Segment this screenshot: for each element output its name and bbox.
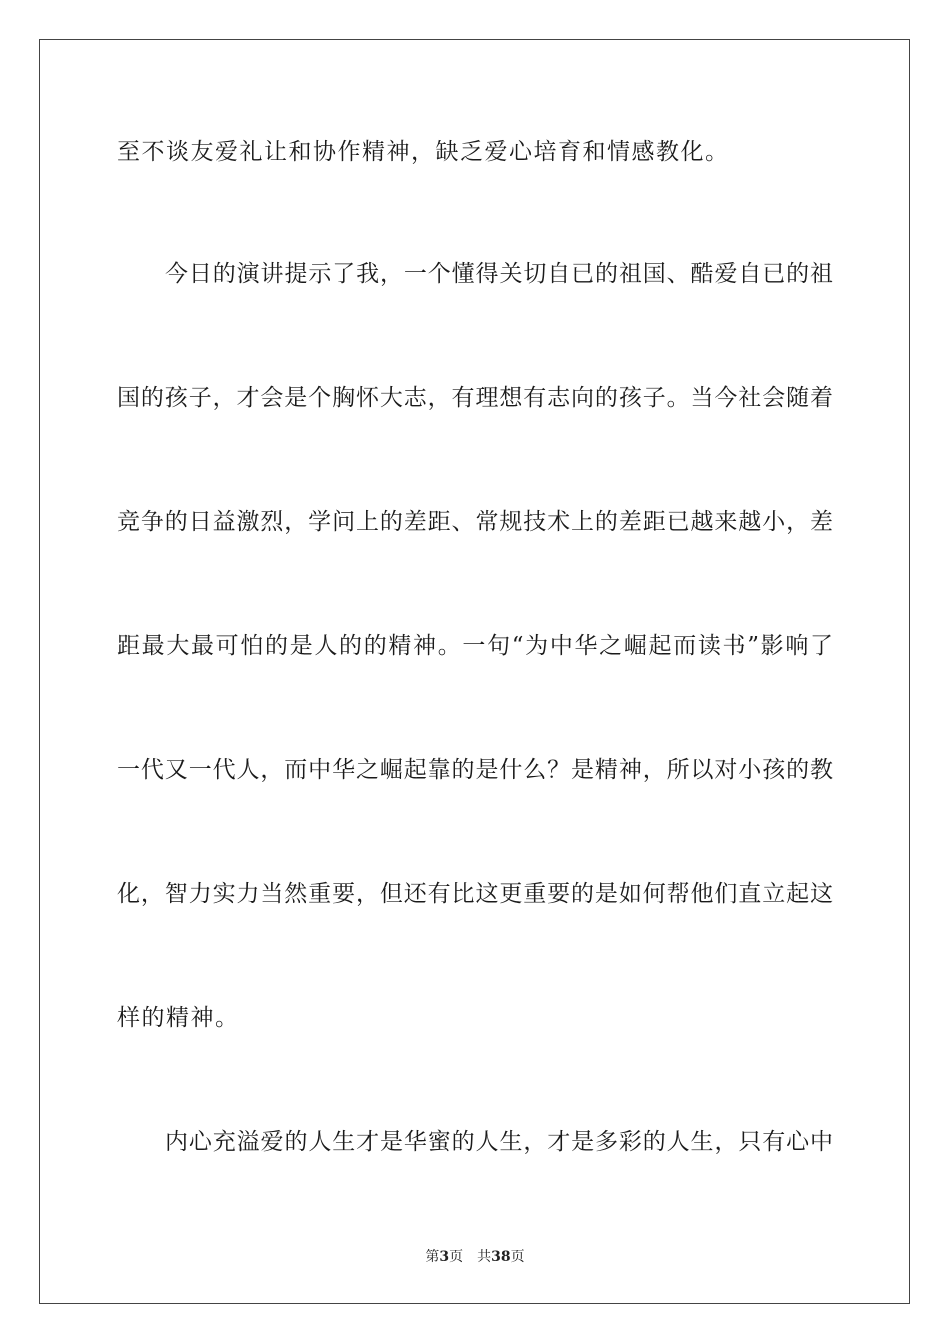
paragraph-line: 距最大最可怕的是人的的精神。一句“为中华之崛起而读书”影响了 <box>117 633 833 659</box>
paragraph-line: 化，智力实力当然重要，但还有比这更重要的是如何帮他们直立起这 <box>117 881 833 907</box>
page-border <box>39 39 910 1304</box>
paragraph-line: 至不谈友爱礼让和协作精神，缺乏爱心培育和情感教化。 <box>117 139 730 165</box>
total-label-suffix: 页 <box>510 1249 525 1265</box>
total-label-prefix: 共 <box>477 1249 492 1265</box>
paragraph-line: 竞争的日益激烈，学问上的差距、常规技术上的差距已越来越小，差 <box>117 509 833 535</box>
page-label-prefix: 第 <box>425 1249 440 1265</box>
page-label-suffix: 页 <box>449 1249 464 1265</box>
paragraph-line: 国的孩子，才会是个胸怀大志，有理想有志向的孩子。当今社会随着 <box>117 385 833 411</box>
paragraph-line: 一代又一代人，而中华之崛起靠的是什么？是精神，所以对小孩的教 <box>117 757 833 783</box>
total-pages: 38 <box>491 1249 511 1265</box>
page-footer <box>0 1247 950 1267</box>
paragraph-line: 今日的演讲提示了我，一个懂得关切自已的祖国、酷爱自已的祖 <box>165 261 833 287</box>
paragraph-line: 内心充溢爱的人生才是华蜜的人生，才是多彩的人生，只有心中 <box>165 1129 833 1155</box>
paragraph-line: 样的精神。 <box>117 1005 240 1031</box>
page-number: 3 <box>439 1249 450 1265</box>
